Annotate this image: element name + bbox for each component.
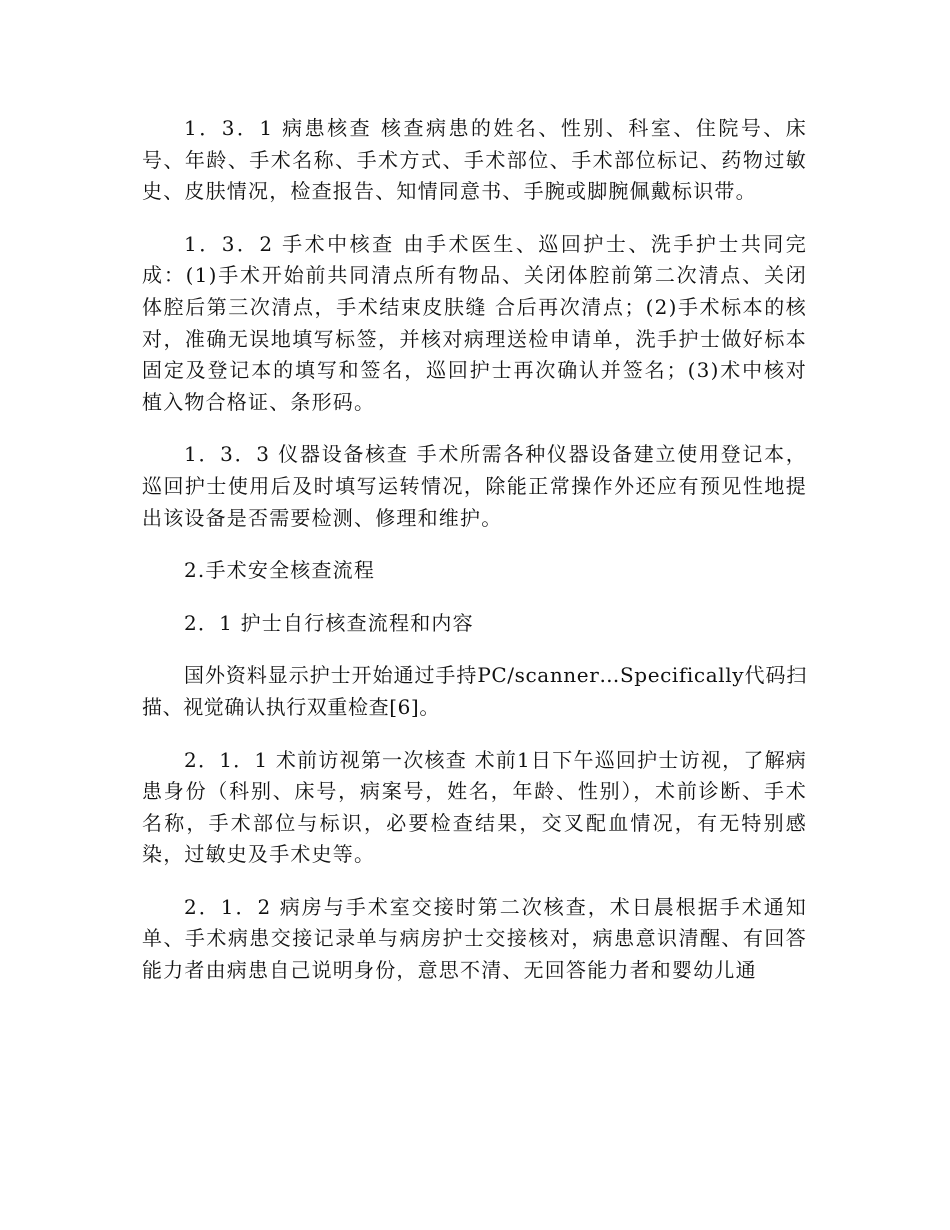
paragraph-foreign-data: 国外资料显示护士开始通过手持PC/scanner…Specifically代码扫描、视觉确认执行双重检查[6]。 <box>142 663 807 719</box>
document-body <box>142 113 807 1008</box>
paragraph-2-1-2: 2．1．2 病房与手术室交接时第二次核查，术日晨根据手术通知单、手术病患交接记录单与病房护士交接核对，病患意识清醒、有回答能力者由病患自己说明身份，意思不清、无回答能力者和婴幼儿通 <box>142 894 807 983</box>
paragraph-2-1-1: 2．1．1 术前访视第一次核查 术前1日下午巡回护士访视，了解病患身份（科别、床号，病案号，姓名，年龄、性别），术前诊断、手术名称，手术部位与标识，必要检查结果，交叉配血情况，有无特别感染，过敏史及手术史等。 <box>142 747 807 867</box>
subsection-heading-2-1: 2．1 护士自行核查流程和内容 <box>184 610 474 635</box>
paragraph-1-3-2: 1．3．2 手术中核查 由手术医生、巡回护士、洗手护士共同完成：(1)手术开始前共同清点所有物品、关闭体腔前第二次清点、关闭体腔后第三次清点，手术结束皮肤缝 合后再次清点；(2)手术标本的核对，准确无误地填写标签，并核对病理送检申请单，洗手护士做好标本固定及登记本的填写和签名，巡回护士再次确认并签名；(3)术中核对植入物合格证、条形码。 <box>142 231 807 414</box>
section-heading-2: 2.手术安全核查流程 <box>184 558 376 583</box>
paragraph-1-3-3: 1．3．3 仪器设备核查 手术所需各种仪器设备建立使用登记本，巡回护士使用后及时填写运转情况，除能正常操作外还应有预见性地提出该设备是否需要检测、修理和维护。 <box>142 442 807 530</box>
paragraph-1-3-1: 1．3．1 病患核查 核查病患的姓名、性别、科室、住院号、床号、年龄、手术名称、手术方式、手术部位、手术部位标记、药物过敏史、皮肤情况，检查报告、知情同意书、手腕或脚腕佩戴标识带。 <box>142 116 807 204</box>
